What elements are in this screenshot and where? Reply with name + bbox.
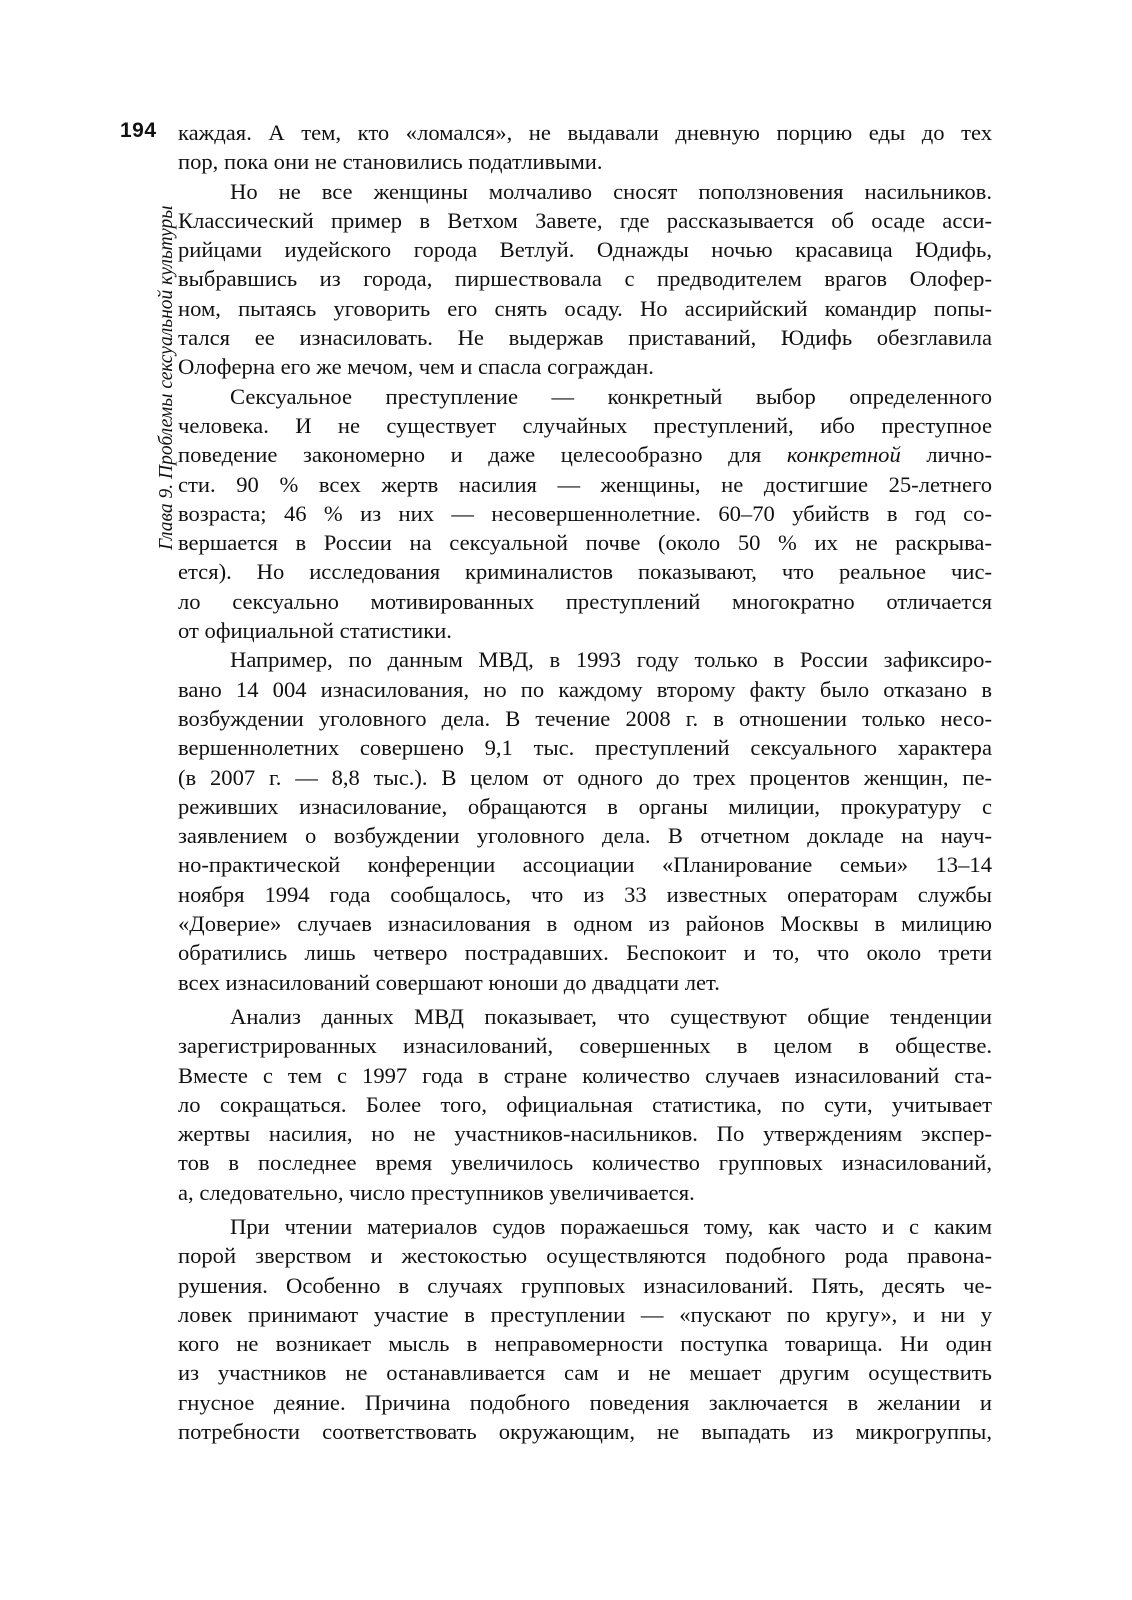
text-line: рийцами иудейского города Ветлуй. Однажды ночью красавица Юдифь, [178,237,992,263]
text-line: реживших изнасилование, обращаются в органы милиции, прокуратуру с [178,793,992,819]
page-number: 194 [120,119,157,142]
text-line: Вместе с тем с 1997 года в стране количество случаев изнасилований ста- [178,1062,992,1088]
text-line: сти. 90 % всех жертв насилия — женщины, не достигшие 25-летнего [178,471,992,497]
text-line: ном, пытаясь уговорить его снять осаду. Но ассирийский командир попы- [178,295,992,321]
text-line: ется). Но исследования криминалистов показывают, что реальное чис- [178,559,992,585]
text-line: потребности соответствовать окружающим, не выпадать из микрогруппы, [178,1419,992,1445]
text-line: Классический пример в Ветхом Завете, где рассказывается об осаде асси- [178,207,992,233]
text-line: «Доверие» случаев изнасилования в одном из районов Москвы в милицию [178,911,992,937]
text-line: рушения. Особенно в случаях групповых изнасилований. Пять, десять че- [178,1272,992,1298]
text-line: поведение закономерно и даже целесообразно для конкретной лично- [178,442,992,468]
text-line: пор, пока они не становились податливыми. [178,149,603,175]
text-line: ло сексуально мотивированных преступлений многократно отличается [178,588,992,614]
text-line: из участников не останавливается сам и не мешает другим осуществить [178,1360,992,1386]
text-line: (в 2007 г. — 8,8 тыс.). В целом от одного до трех процентов женщин, пе- [178,764,992,790]
text-line: ло сокращаться. Более того, официальная статистика, по сути, учитывает [178,1091,992,1117]
text-line: но-практической конференции ассоциации «Планирование семьи» 13–14 [178,852,992,878]
text-line: зарегистрированных изнасилований, совершенных в целом в обществе. [178,1033,992,1059]
text-line: Сексуальное преступление — конкретный выбор определенного [230,383,992,409]
paragraph [178,1002,992,1207]
text-line: гнусное деяние. Причина подобного поведения заключается в желании и [178,1389,992,1415]
paragraph [178,645,992,997]
text-line: заявлением о возбуждении уголовного дела. В отчетном докладе на науч- [178,823,992,849]
text-line: ноября 1994 года сообщалось, что из 33 известных операторам службы [178,881,992,907]
text-line: Олоферна его же мечом, чем и спасла сограждан. [178,354,654,380]
body-text [178,118,992,1446]
running-head: Глава 9. Проблемы сексуальной культуры [156,205,177,550]
paragraph [178,118,992,177]
text-line: возбуждении уголовного дела. В течение 2008 г. в отношении только несо- [178,705,992,731]
paragraph [178,1212,992,1446]
text-line: возраста; 46 % из них — несовершеннолетние. 60–70 убийств в год со- [178,500,992,526]
text-line: порой зверством и жестокостью осуществляются подобного рода правона- [178,1243,992,1269]
text-line: а, следовательно, число преступников увеличивается. [178,1179,695,1205]
text-line: вано 14 004 изнасилования, но по каждому второму факту было отказано в [178,676,992,702]
text-line: каждая. А тем, кто «ломался», не выдавали дневную порцию еды до тех [178,120,992,145]
text-line: вершеннолетних совершено 9,1 тыс. преступлений сексуального характера [178,735,992,761]
text-line: вершается в России на сексуальной почве (около 50 % их не раскрыва- [178,530,992,556]
text-line: человека. И не существует случайных преступлений, ибо преступное [178,412,992,438]
text-line: всех изнасилований совершают юноши до двадцати лет. [178,969,720,995]
paragraph [178,177,992,382]
text-line: тов в последнее время увеличилось количество групповых изнасилований, [178,1150,992,1176]
text-line: жертвы насилия, но не участников-насильников. По утверждениям экспер- [178,1121,992,1147]
text-line: кого не возникает мысль в неправомерности поступка товарища. Ни один [178,1331,992,1357]
emphasis: конкретной [786,442,901,468]
text-line: Например, по данным МВД, в 1993 году только в России зафиксиро- [230,647,992,673]
text-line: Анализ данных МВД показывает, что существуют общие тенденции [230,1003,992,1029]
text-line: от официальной статистики. [178,618,452,644]
text-line: обратились лишь четверо пострадавших. Беспокоит и то, что около трети [178,940,992,966]
text-line: тался ее изнасиловать. Не выдержав приставаний, Юдифь обезглавила [178,325,992,351]
text-line: При чтении материалов судов поражаешься тому, как часто и с каким [230,1213,992,1239]
text-line: ловек принимают участие в преступлении — «пускают по кругу», и ни у [178,1301,992,1327]
paragraph [178,382,992,646]
text-line: выбравшись из города, пиршествовала с предводителем врагов Олофер- [178,266,992,292]
text-line: Но не все женщины молчаливо сносят поползновения насильников. [230,178,992,204]
